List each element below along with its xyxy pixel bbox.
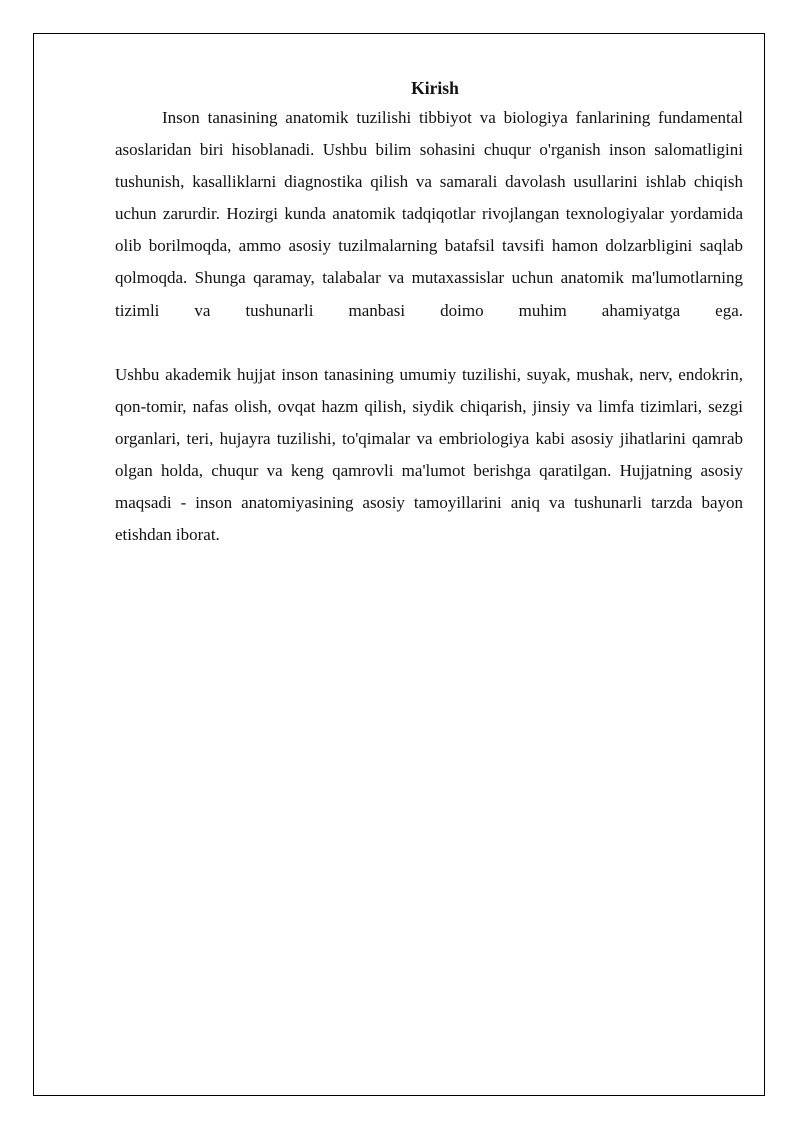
paragraph-intro: Inson tanasining anatomik tuzilishi tibbiyot va biologiya fanlarining fundamental asoslaridan biri hisoblanadi. Ushbu bilim sohasini chuqur o'rganish inson salomatligini tushunish, kasalliklarni diagnostika qilish va samarali davolash usullarini ishlab chiqish uchun zarurdir. Hozirgi kunda anatomik tadqiqotlar rivojlangan texnologiyalar yordamida olib borilmoqda, ammo asosiy tuzilmalarning batafsil tavsifi hamon dolzarbligini saqlab qolmoqda. Shunga qaramay, talabalar va mutaxassislar uchun anatomik ma'lumotlarning tizimli va tushunarli manbasi doimo muhim ahamiyatga ega. bbox=[115, 108, 743, 320]
section-heading: Kirish bbox=[411, 78, 459, 98]
paragraph-scope: Ushbu akademik hujjat inson tanasining umumiy tuzilishi, suyak, mushak, nerv, endokrin, qon-tomir, nafas olish, ovqat hazm qilish, siydik chiqarish, jinsiy va limfa tizimlari, sezgi organlari, teri, hujayra tuzilishi, to'qimalar va embriologiya kabi asosiy jihatlarini qamrab olgan holda, chuqur va keng qamrovli ma'lumot berishga qaratilgan. Hujjatning asosiy maqsadi - inson anatomiyasining asosiy tamoyillarini aniq va tushunarli tarzda bayon etishdan iborat. bbox=[115, 364, 743, 545]
document-body bbox=[115, 74, 743, 551]
paragraph-spacer bbox=[115, 327, 743, 359]
